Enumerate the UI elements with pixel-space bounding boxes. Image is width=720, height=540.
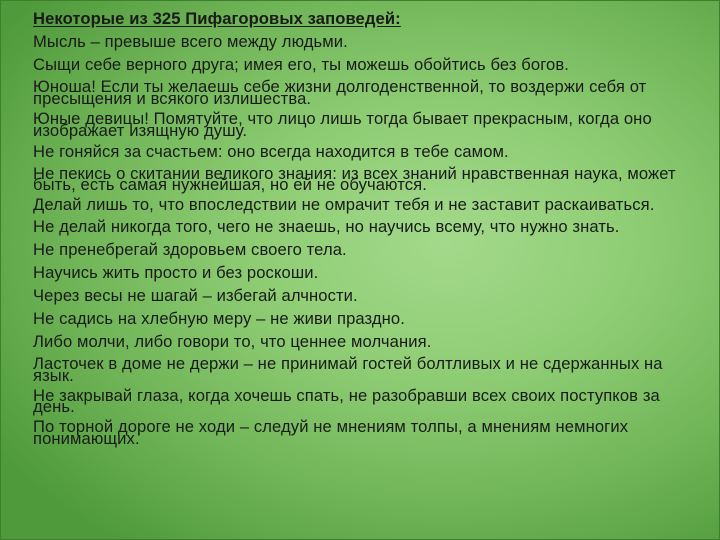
slide-title: Некоторые из 325 Пифагоровых заповедей:: [33, 9, 401, 28]
maxim-14: Ласточек в доме не держи – не принимай гостей болтливых и не сдержанных на язык.: [33, 354, 663, 385]
slide-content: [33, 9, 705, 453]
maxim-3: Юноша! Если ты желаешь себе жизни долгоденственной, то воздержи себя от пресыщения и всякого излишества.: [33, 77, 647, 108]
maxim-15: Не закрывай глаза, когда хочешь спать, не разобравши всех своих поступков за день.: [33, 385, 660, 417]
maxim-1: Мысль – превыше всего между людьми.: [33, 32, 348, 52]
maxim-5: Не гоняйся за счастьем: оно всегда находится в тебе самом.: [33, 141, 509, 161]
maxim-7: Делай лишь то, что впоследствии не омрачит тебя и не заставит раскаиваться.: [33, 195, 655, 215]
maxim-12: Не садись на хлебную меру – не живи праздно.: [33, 308, 405, 328]
maxim-8: Не делай никогда того, чего не знаешь, но научись всему, что нужно знать.: [33, 216, 620, 236]
maxim-9: Не пренебрегай здоровьем своего тела.: [33, 239, 347, 259]
maxim-6: Не пекись о скитании великого знания: из всех знаний нравственная наука, может быть, есть самая нужнейшая, но ей не обучаются.: [33, 163, 676, 195]
maxim-13: Либо молчи, либо говори то, что ценнее молчания.: [33, 332, 432, 351]
maxim-2: Сыщи себе верного друга; имея его, ты можешь обойтись без богов.: [33, 55, 569, 75]
maxim-4: Юные девицы! Помятуйте, что лицо лишь тогда бывает прекрасным, когда оно изображает изящную душу.: [33, 108, 652, 140]
maxim-11: Через весы не шагай – избегай алчности.: [33, 285, 358, 305]
maxim-16: По торной дороге не ходи – следуй не мнениям толпы, а мнениям немногих понимающих.: [33, 417, 629, 449]
maxim-10: Научись жить просто и без роскоши.: [33, 262, 319, 282]
